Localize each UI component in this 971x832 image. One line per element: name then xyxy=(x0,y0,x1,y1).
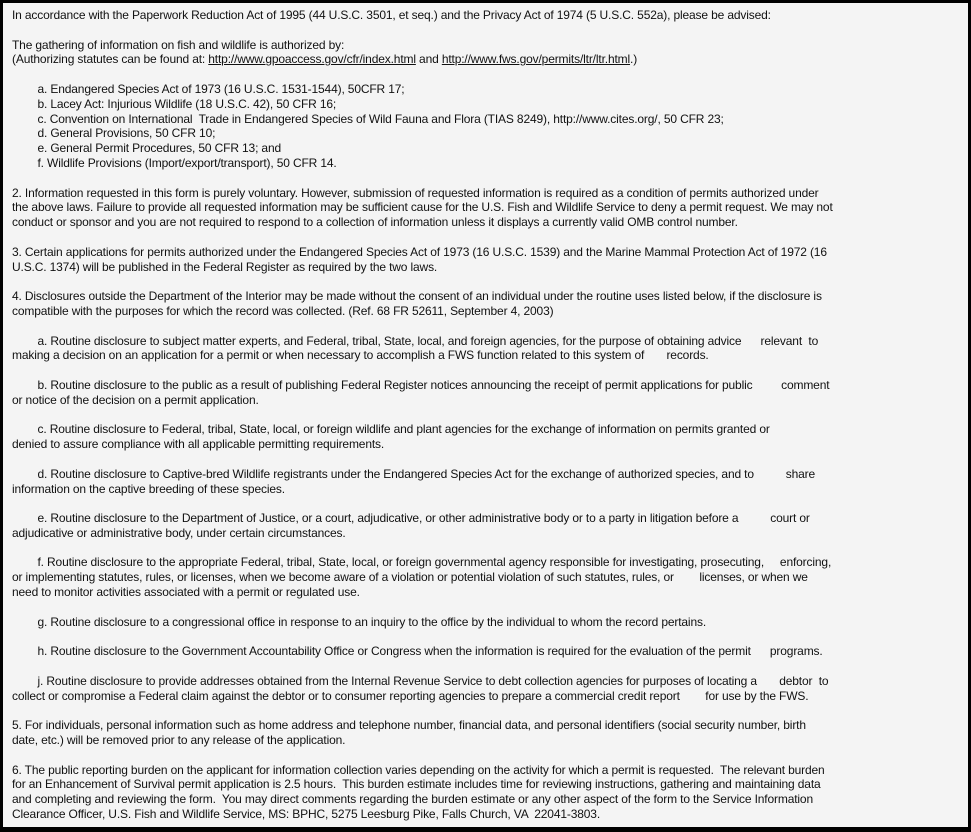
text-line: date, etc.) will be removed prior to any release of the application. xyxy=(12,733,346,748)
text-line: f. Wildlife Provisions (Import/export/transport), 50 CFR 14. xyxy=(12,155,337,170)
text-line: conduct or sponsor and you are not required to respond to a collection of information unless it displays a currently valid OMB control number. xyxy=(12,215,738,230)
paragraph-item-5 xyxy=(12,718,959,748)
text-line: j. Routine disclosure to provide addresses obtained from the Internal Revenue Service to debt collection agencies for purposes of locating a debtor to xyxy=(12,673,829,688)
text-line: a. Endangered Species Act of 1973 (16 U.S.C. 1531-1544), 50CFR 17; xyxy=(12,81,405,96)
text-line: a. Routine disclosure to subject matter experts, and Federal, tribal, State, local, and foreign agencies, for the purpose of obtaining advice relevant to xyxy=(12,333,819,348)
text-line: information on the captive breeding of these species. xyxy=(12,481,285,496)
text-line: b. Lacey Act: Injurious Wildlife (18 U.S.C. 42), 50 CFR 16; xyxy=(12,96,337,111)
text-line: c. Routine disclosure to Federal, tribal, State, local, or foreign wildlife and plant agencies for the exchange of information on permits granted or xyxy=(12,422,770,437)
text-line: d. Routine disclosure to Captive-bred Wildlife registrants under the Endangered Species Act for the exchange of authorized species, and to share xyxy=(12,466,815,481)
paragraph-intro xyxy=(12,8,959,23)
text-line xyxy=(12,52,959,67)
text-line: The gathering of information on fish and wildlife is authorized by: xyxy=(12,37,345,52)
text-line: 5. For individuals, personal information such as home address and telephone number, financial data, and personal identifiers (social security number, birth xyxy=(12,718,806,733)
text-line: 2. Information requested in this form is purely voluntary. However, submission of requested information is required as a condition of permits authorized under xyxy=(12,185,819,200)
text-line: f. Routine disclosure to the appropriate Federal, tribal, State, local, or foreign governmental agency responsible for investigating, prosecuting, enforcing, xyxy=(12,555,832,570)
paragraph-authorized-by xyxy=(12,38,959,68)
paragraph-item-4c xyxy=(12,422,959,452)
text-line: 3. Certain applications for permits authorized under the Endangered Species Act of 1973 (16 U.S.C. 1539) and the Marine Mammal Protection Act of 1972 (16 xyxy=(12,244,827,259)
paragraph-item-4b xyxy=(12,378,959,408)
text-line: g. Routine disclosure to a congressional office in response to an inquiry to the office by the individual to whom the record pertains. xyxy=(12,614,707,629)
document-body xyxy=(12,8,959,822)
text-line: and completing and reviewing the form. You may direct comments regarding the burden estimate or any other aspect of the form to the Service Information xyxy=(12,792,813,807)
text-line: denied to assure compliance with all applicable permitting requirements. xyxy=(12,437,385,452)
text-line: e. Routine disclosure to the Department of Justice, or a court, adjudicative, or other administrative body or to a party in litigation before a court or xyxy=(12,511,810,526)
text-line: In accordance with the Paperwork Reduction Act of 1995 (44 U.S.C. 3501, et seq.) and the Privacy Act of 1974 (5 U.S.C. 552a), please be advised: xyxy=(12,8,771,22)
text-line: or implementing statutes, rules, or licenses, when we become aware of a violation or potential violation of such statutes, rules, or licenses, or when we xyxy=(12,570,808,585)
text-line: the above laws. Failure to provide all requested information may be sufficient cause for the U.S. Fish and Wildlife Service to deny a permit request. We may not xyxy=(12,200,833,215)
text-line: d. General Provisions, 50 CFR 10; xyxy=(12,126,216,141)
link-fws-permits-url[interactable]: http://www.fws.gov/permits/ltr/ltr.html xyxy=(441,52,631,67)
text-line: collect or compromise a Federal claim against the debtor or to consumer reporting agencies to prepare a commercial credit report for use by the FWS. xyxy=(12,688,809,703)
paragraph-item-4j xyxy=(12,674,959,704)
paragraph-item-4d xyxy=(12,467,959,497)
paragraph-item-4e xyxy=(12,511,959,541)
paragraph-item-2 xyxy=(12,186,959,230)
paragraph-item-6 xyxy=(12,763,959,822)
text-line: need to monitor activities associated with a permit or regulated use. xyxy=(12,585,360,600)
text-line: Clearance Officer, U.S. Fish and Wildlife Service, MS: BPHC, 5275 Leesburg Pike, Falls Church, VA 22041-3803. xyxy=(12,807,601,822)
text-line: h. Routine disclosure to the Government Accountability Office or Congress when the information is required for the evaluation of the permit programs. xyxy=(12,644,823,659)
paragraph-item-4f xyxy=(12,555,959,599)
paragraph-item-4 xyxy=(12,289,959,319)
text-line: 6. The public reporting burden on the applicant for information collection varies depending on the activity for which a permit is requested. The relevant burden xyxy=(12,762,825,777)
link-gpoaccess-url[interactable]: http://www.gpoaccess.gov/cfr/index.html xyxy=(208,52,416,67)
text-line: for an Enhancement of Survival permit application is 2.5 hours. This burden estimate includes time for reviewing instructions, gathering and maintaining data xyxy=(12,777,821,792)
paragraph-item-4h xyxy=(12,644,959,659)
text-line: compatible with the purposes for which the record was collected. (Ref. 68 FR 52611, September 4, 2003) xyxy=(12,303,554,318)
text-line: c. Convention on International Trade in Endangered Species of Wild Fauna and Flora (TIAS 8249), http://www.cites.org/, 50 CFR 23; xyxy=(12,111,724,126)
text-line: U.S.C. 1374) will be published in the Federal Register as required by the two laws. xyxy=(12,259,438,274)
text-segment: (Authorizing statutes can be found at: xyxy=(12,52,209,67)
text-segment: and xyxy=(415,52,442,67)
paragraph-statute-list xyxy=(12,82,959,171)
text-line: adjudicative or administrative body, under certain circumstances. xyxy=(12,525,346,540)
text-line: making a decision on an application for a permit or when necessary to accomplish a FWS function related to this system of records. xyxy=(12,348,709,363)
text-segment: .) xyxy=(630,52,638,67)
paragraph-item-3 xyxy=(12,245,959,275)
text-line: e. General Permit Procedures, 50 CFR 13; and xyxy=(12,141,282,156)
paragraph-item-4g xyxy=(12,615,959,630)
text-line: 4. Disclosures outside the Department of the Interior may be made without the consent of an individual under the routine uses listed below, if the disclosure is xyxy=(12,289,822,304)
text-line: or notice of the decision on a permit application. xyxy=(12,392,259,407)
text-line: b. Routine disclosure to the public as a result of publishing Federal Register notices announcing the receipt of permit applications for public comment xyxy=(12,377,830,392)
paragraph-item-4a xyxy=(12,334,959,364)
